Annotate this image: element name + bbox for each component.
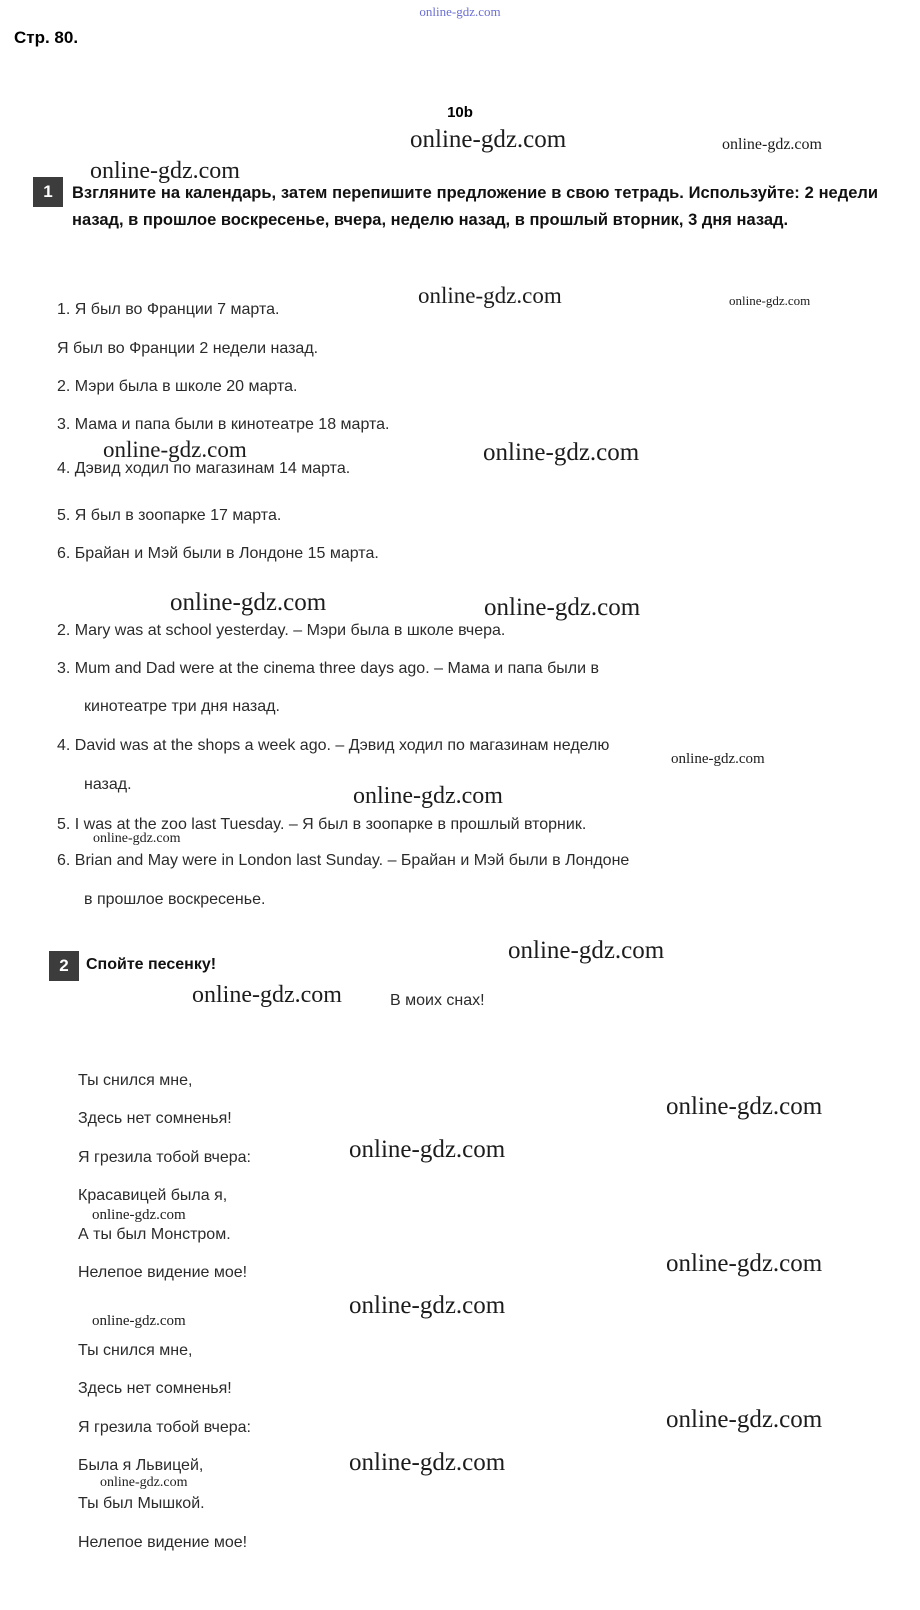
site-watermark: online-gdz.com — [508, 937, 665, 964]
answer-item: 6. Brian and May were in London last Sunday. – Брайан и Мэй были в Лондоне — [57, 852, 630, 869]
list-item: Я был во Франции 2 недели назад. — [57, 340, 319, 357]
site-watermark: online-gdz.com — [192, 982, 342, 1008]
song-line: Здесь нет сомненья! — [78, 1110, 232, 1127]
song-line: Была я Львицей, — [78, 1457, 204, 1474]
site-watermark: online-gdz.com — [410, 126, 567, 153]
song-line: Я грезила тобой вчера: — [78, 1149, 251, 1166]
site-watermark: online-gdz.com — [484, 594, 641, 621]
exercise-1-badge: 1 — [33, 177, 63, 207]
site-watermark: online-gdz.com — [483, 439, 640, 466]
song-line: Ты был Мышкой. — [78, 1495, 205, 1512]
answer-item-cont: кинотеатре три дня назад. — [84, 698, 280, 715]
song-line: Ты снился мне, — [78, 1072, 193, 1089]
exercise-2-task: Спойте песенку! — [86, 956, 217, 973]
song-line: Нелепое видение мое! — [78, 1264, 248, 1281]
site-watermark: online-gdz.com — [666, 1406, 823, 1433]
site-watermark: online-gdz.com — [93, 831, 181, 846]
list-item: 3. Мама и папа были в кинотеатре 18 марта. — [57, 416, 390, 433]
song-title: В моих снах! — [390, 992, 485, 1009]
answer-item: 2. Mary was at school yesterday. – Мэри была в школе вчера. — [57, 622, 506, 639]
site-watermark: online-gdz.com — [170, 589, 327, 616]
list-item: 1. Я был во Франции 7 марта. — [57, 301, 280, 318]
answer-item: 5. I was at the zoo last Tuesday. – Я был в зоопарке в прошлый вторник. — [57, 816, 587, 833]
site-watermark: online-gdz.com — [671, 751, 765, 767]
site-watermark: online-gdz.com — [92, 1207, 186, 1223]
answer-item: 4. David was at the shops a week ago. – Дэвид ходил по магазинам неделю — [57, 737, 610, 754]
site-watermark: online-gdz.com — [418, 283, 562, 308]
site-watermark: online-gdz.com — [103, 437, 247, 462]
site-watermark: online-gdz.com — [100, 1475, 188, 1490]
list-item: 5. Я был в зоопарке 17 марта. — [57, 507, 282, 524]
song-line: А ты был Монстром. — [78, 1226, 231, 1243]
page-number: Стр. 80. — [14, 28, 79, 47]
site-watermark: online-gdz.com — [666, 1093, 823, 1120]
site-watermark: online-gdz.com — [90, 158, 240, 184]
exercise-2-badge: 2 — [49, 951, 79, 981]
site-watermark: online-gdz.com — [349, 1136, 506, 1163]
list-item: 6. Брайан и Мэй были в Лондоне 15 марта. — [57, 545, 379, 562]
song-line: Красавицей была я, — [78, 1187, 228, 1204]
site-watermark: online-gdz.com — [349, 1292, 506, 1319]
site-watermark: online-gdz.com — [92, 1313, 186, 1329]
site-watermark: online-gdz.com — [729, 293, 811, 308]
unit-label: 10b — [447, 104, 473, 121]
answer-item-cont: в прошлое воскресенье. — [84, 891, 266, 908]
answer-item-cont: назад. — [84, 776, 132, 793]
song-line: Я грезила тобой вчера: — [78, 1419, 251, 1436]
exercise-1-task: Взгляните на календарь, затем перепишите предложение в свою тетрадь. Используйте: 2 недели назад, в прошлое воскресенье, вчера, неделю назад, в прошлый вторник, 3 дня назад. — [72, 184, 878, 229]
list-item: 4. Дэвид ходил по магазинам 14 марта. — [57, 460, 351, 477]
site-watermark: online-gdz.com — [666, 1250, 823, 1277]
site-watermark: online-gdz.com — [722, 136, 822, 153]
answer-item: 3. Mum and Dad were at the cinema three days ago. – Мама и папа были в — [57, 660, 600, 677]
song-line: Нелепое видение мое! — [78, 1534, 248, 1551]
site-watermark: online-gdz.com — [353, 783, 503, 809]
song-line: Здесь нет сомненья! — [78, 1380, 232, 1397]
site-watermark: online-gdz.com — [349, 1449, 506, 1476]
song-line: Ты снился мне, — [78, 1342, 193, 1359]
list-item: 2. Мэри была в школе 20 марта. — [57, 378, 298, 395]
top-watermark: online-gdz.com — [419, 4, 501, 19]
